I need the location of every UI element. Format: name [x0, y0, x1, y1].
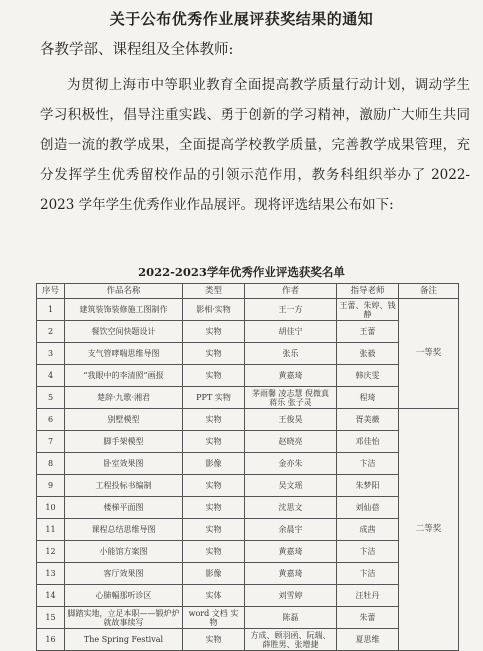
row-advisor: 汪牡丹 [337, 585, 399, 607]
table-row [37, 321, 459, 343]
row-advisor: 程琦 [337, 387, 399, 409]
header-remark: 备注 [399, 284, 459, 299]
row-index: 5 [37, 387, 65, 409]
row-author: 吴文瑶 [245, 475, 337, 497]
row-work-name: 建筑装饰装修施工图制作 [65, 299, 183, 321]
row-work-name: “我眼中的李清照”画报 [65, 365, 183, 387]
row-type: 实体 [183, 585, 245, 607]
header-author: 作者 [245, 284, 337, 299]
header-work-name: 作品名称 [65, 284, 183, 299]
row-index: 3 [37, 343, 65, 365]
row-index: 9 [37, 475, 65, 497]
row-index: 11 [37, 519, 65, 541]
row-type: 实物 [183, 629, 245, 651]
row-type: 实物 [183, 431, 245, 453]
row-type: 实物 [183, 365, 245, 387]
row-work-name: 楼梯平面图 [65, 497, 183, 519]
row-index: 10 [37, 497, 65, 519]
row-type: 实物 [183, 475, 245, 497]
row-author: 张乐 [245, 343, 337, 365]
row-index: 15 [37, 607, 65, 629]
row-index: 1 [37, 299, 65, 321]
table-row [37, 563, 459, 585]
row-type: 影像 [183, 563, 245, 585]
row-author: 王一方 [245, 299, 337, 321]
table-row [37, 497, 459, 519]
row-author: 黄嘉琦 [245, 541, 337, 563]
table-row [37, 343, 459, 365]
row-work-name: 支气管哮喘思维导图 [65, 343, 183, 365]
row-advisor: 王蕾、朱婷、钱静 [337, 299, 399, 321]
row-advisor: 夏思维 [337, 629, 399, 651]
table-row [37, 431, 459, 453]
row-advisor: 卞洁 [337, 453, 399, 475]
row-advisor: 韩庆雯 [337, 365, 399, 387]
notice-body: 为贯彻上海市中等职业教育全面提高教学质量行动计划，调动学生学习积极性，倡导注重实践、勇于创新的学习精神，激励广大师生共同创造一流的教学成果，全面提高学校教学质量，完善教学成果管理，充分发挥学生优秀留校作品的引领示范作用，教务科组织举办了 2022-2023 学年学生优秀作业作品展评。现将评选结果公布如下: [40, 77, 470, 213]
award-table [36, 283, 459, 651]
row-type: 实物 [183, 343, 245, 365]
row-advisor: 成茜 [337, 519, 399, 541]
row-advisor: 王蕾 [337, 321, 399, 343]
row-type: 影相·实物 [183, 299, 245, 321]
header-advisor: 指导老师 [337, 284, 399, 299]
salutation: 各教学部、课程组及全体教师: [40, 42, 234, 58]
header-index: 序号 [37, 284, 65, 299]
row-author: 王俊昊 [245, 409, 337, 431]
row-author: 胡佳宁 [245, 321, 337, 343]
row-index: 4 [37, 365, 65, 387]
row-advisor: 刘仙蓓 [337, 497, 399, 519]
row-work-name: 心肺幅那听诊区 [65, 585, 183, 607]
row-author: 余晨宇 [245, 519, 337, 541]
row-work-name: 卧室效果图 [65, 453, 183, 475]
row-work-name: 课程总结思维导图 [65, 519, 183, 541]
row-type: 实物 [183, 519, 245, 541]
header-type: 类型 [183, 284, 245, 299]
row-work-name: 脚踏实地，立足本职——锻炉炉就故事续写 [65, 607, 183, 629]
row-type: 实物 [183, 497, 245, 519]
table-row [37, 519, 459, 541]
table-row [37, 409, 459, 431]
row-index: 16 [37, 629, 65, 651]
row-advisor: 朱梦阳 [337, 475, 399, 497]
award-level-cell: 二等奖 [399, 409, 459, 651]
row-work-name: 脚手架模型 [65, 431, 183, 453]
row-author: 方成、顾羽函、阮瑞、薛胜男、张增捷 [245, 629, 337, 651]
row-work-name: 客厅效果图 [65, 563, 183, 585]
row-index: 7 [37, 431, 65, 453]
table-header-row [37, 284, 459, 299]
row-work-name: 楚辞·九歌·湘君 [65, 387, 183, 409]
row-type: 实物 [183, 409, 245, 431]
row-author: 赵晓亮 [245, 431, 337, 453]
table-body [37, 299, 459, 651]
row-advisor: 卞洁 [337, 541, 399, 563]
row-work-name: 餐饮空间快题设计 [65, 321, 183, 343]
row-author: 刘雪婷 [245, 585, 337, 607]
table-row [37, 475, 459, 497]
row-index: 2 [37, 321, 65, 343]
table-row [37, 453, 459, 475]
table-row [37, 541, 459, 563]
row-type: 实物 [183, 321, 245, 343]
table-row [37, 299, 459, 321]
row-type: word 文档 实物 [183, 607, 245, 629]
row-work-name: 别墅模型 [65, 409, 183, 431]
row-index: 13 [37, 563, 65, 585]
row-index: 12 [37, 541, 65, 563]
table-row [37, 387, 459, 409]
row-work-name: 小能馆方案图 [65, 541, 183, 563]
table-row [37, 365, 459, 387]
table-row [37, 607, 459, 629]
row-index: 14 [37, 585, 65, 607]
table-row [37, 629, 459, 651]
row-type: 影像 [183, 453, 245, 475]
row-index: 8 [37, 453, 65, 475]
row-type: PPT 实物 [183, 387, 245, 409]
row-advisor: 邓佳怡 [337, 431, 399, 453]
row-author: 黄嘉琦 [245, 365, 337, 387]
table-title: 2022-2023学年优秀作业评选获奖名单 [138, 265, 345, 279]
row-advisor: 张毅 [337, 343, 399, 365]
row-author: 金亦朱 [245, 453, 337, 475]
row-work-name: The Spring Festival [65, 629, 183, 651]
row-author: 陈磊 [245, 607, 337, 629]
award-level-cell: 一等奖 [399, 299, 459, 409]
row-author: 茅雨馨 凌志慧 倪微真 蒋乐 张子灵 [245, 387, 337, 409]
row-advisor: 卞洁 [337, 563, 399, 585]
row-index: 6 [37, 409, 65, 431]
table-row [37, 585, 459, 607]
row-work-name: 工程投标书编制 [65, 475, 183, 497]
row-author: 黄嘉琦 [245, 563, 337, 585]
row-advisor: 朱蕾 [337, 607, 399, 629]
notice-title: 关于公布优秀作业展评获奖结果的通知 [109, 10, 374, 28]
row-advisor: 胥美薇 [337, 409, 399, 431]
row-author: 沈思文 [245, 497, 337, 519]
row-type: 实物 [183, 541, 245, 563]
